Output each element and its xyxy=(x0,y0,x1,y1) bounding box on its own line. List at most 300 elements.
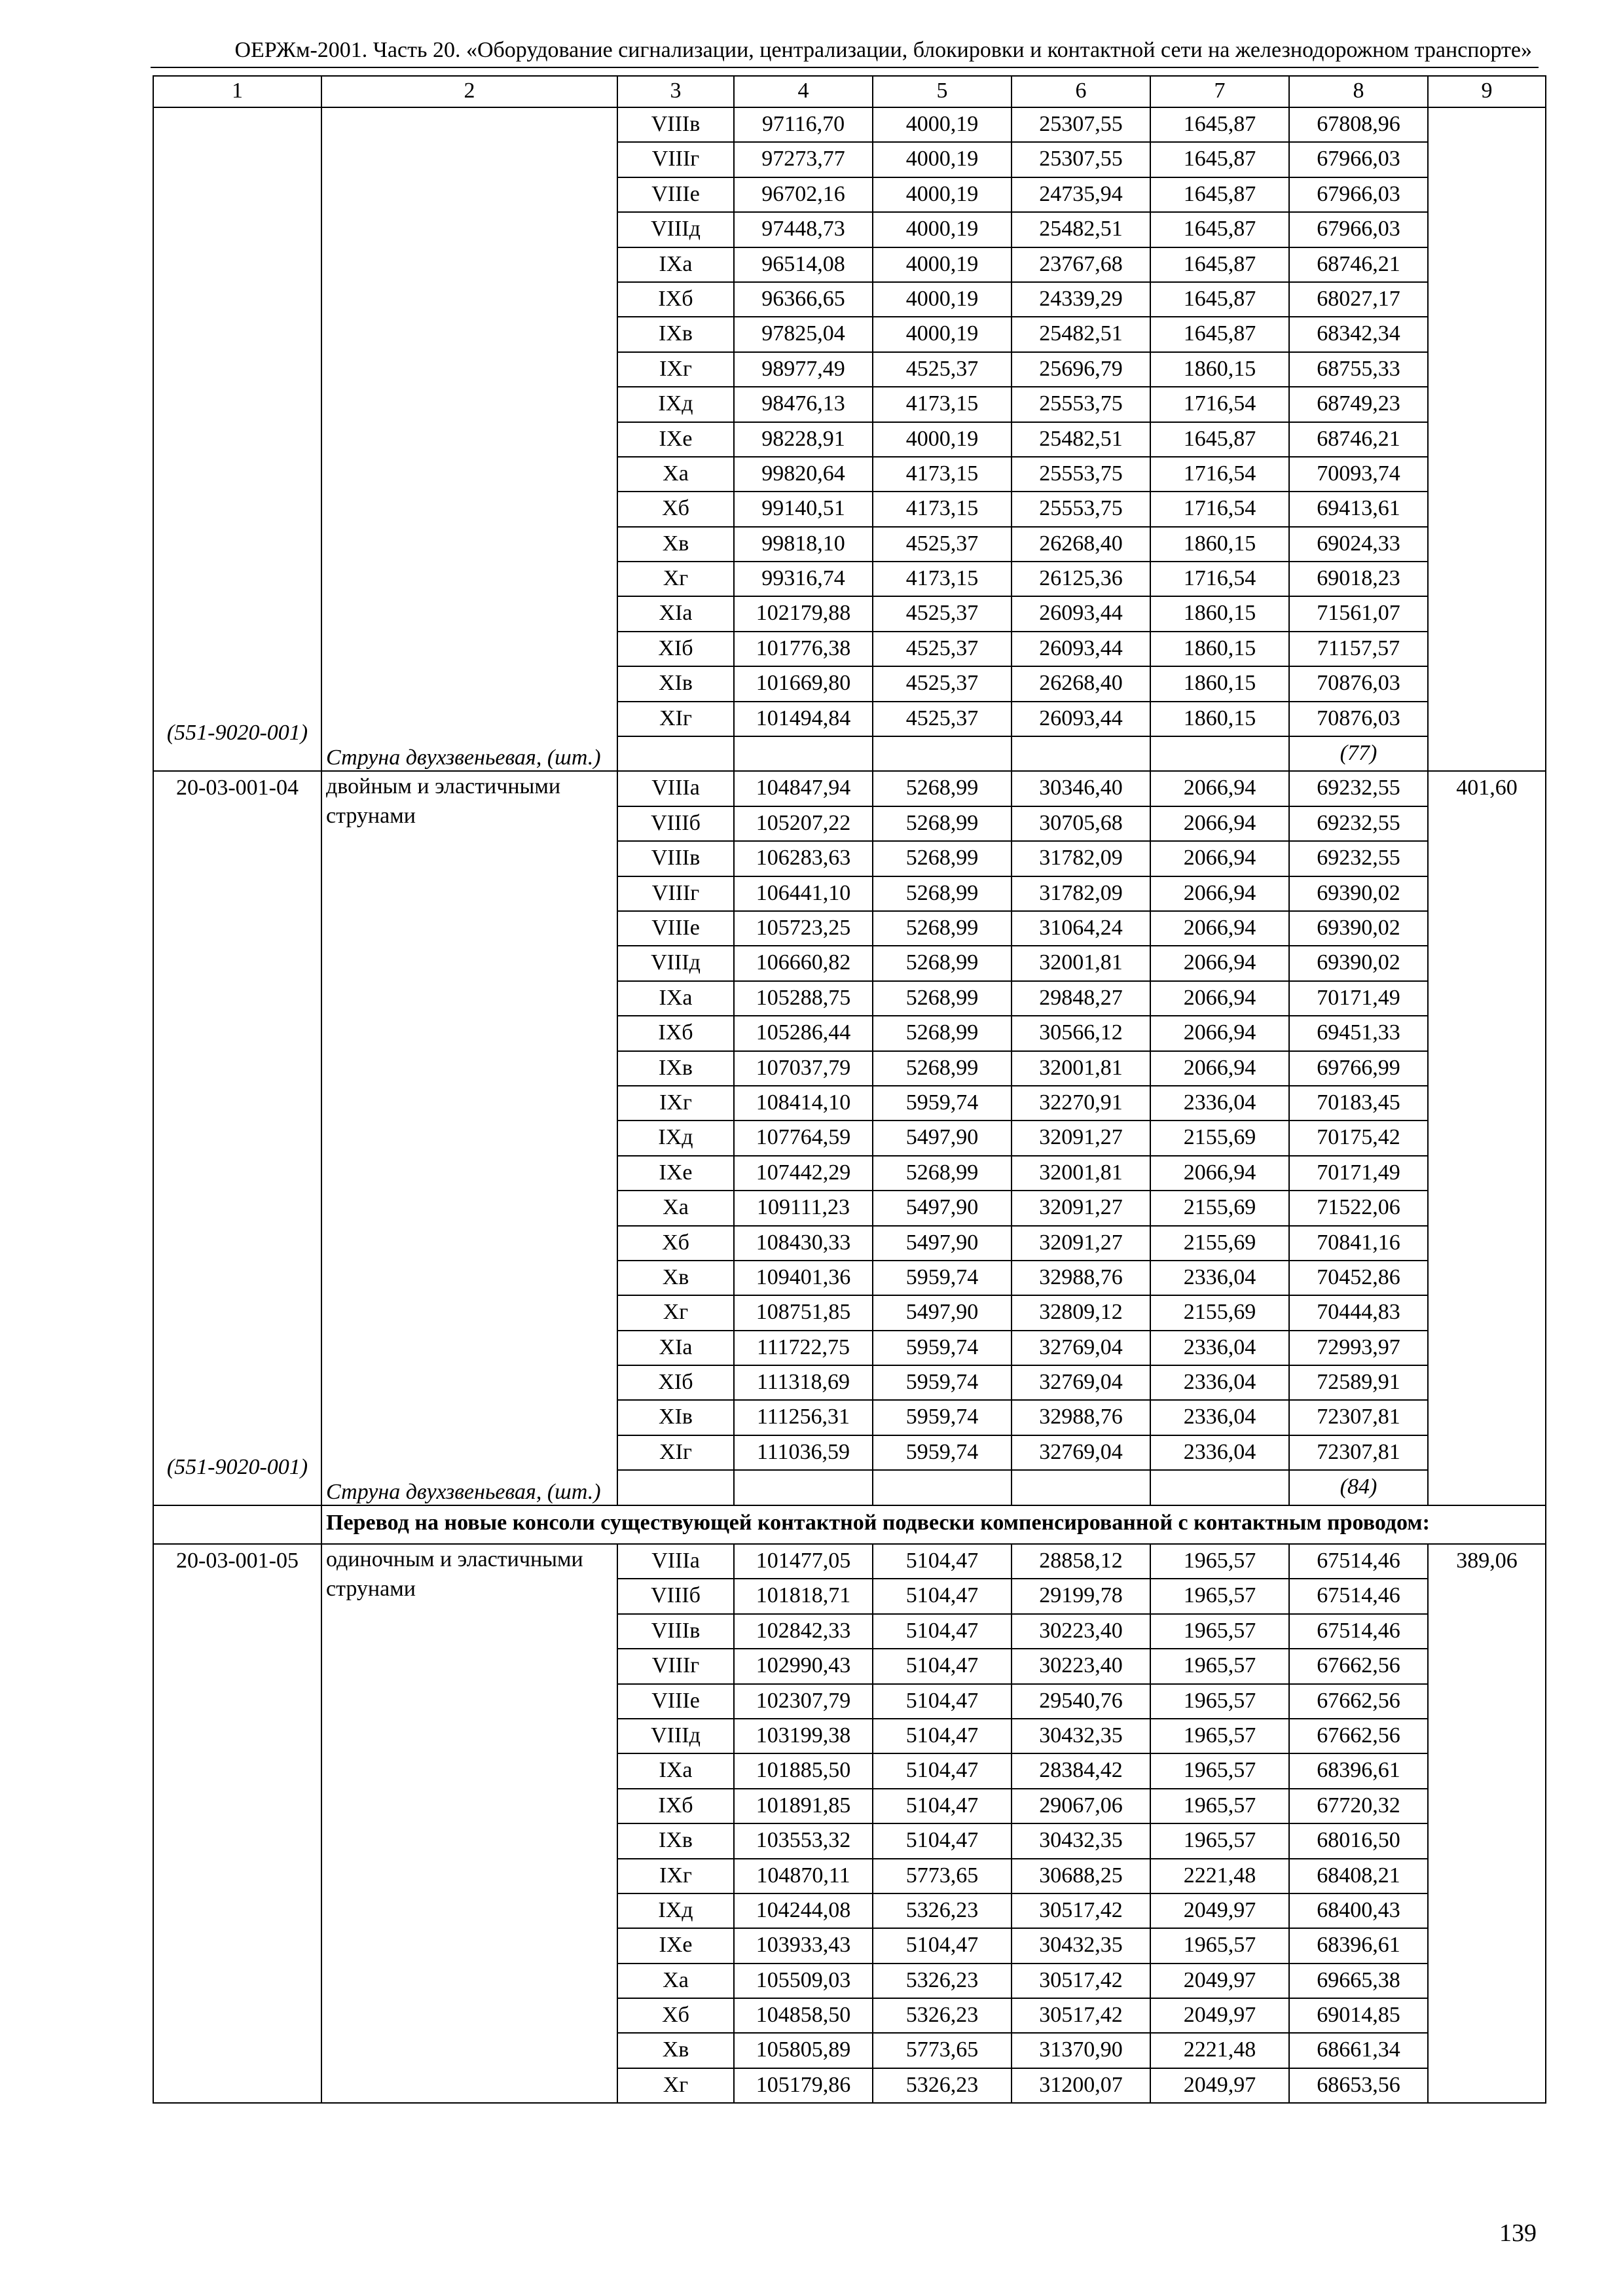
value-cell: 5268,99 xyxy=(873,841,1012,876)
value-cell: 26093,44 xyxy=(1012,596,1150,631)
value-cell: 2049,97 xyxy=(1150,2068,1289,2103)
value-cell: 32769,04 xyxy=(1012,1365,1150,1400)
value-cell: 4173,15 xyxy=(873,562,1012,596)
value-cell: 70093,74 xyxy=(1289,457,1428,492)
region-cell: VIIIг xyxy=(617,876,734,911)
value-cell: 67966,03 xyxy=(1289,177,1428,212)
value-cell: 1645,87 xyxy=(1150,107,1289,142)
value-cell: 31782,09 xyxy=(1012,841,1150,876)
value-cell: 68755,33 xyxy=(1289,352,1428,387)
column-9-cell xyxy=(1428,107,1546,771)
value-cell: 25553,75 xyxy=(1012,387,1150,422)
value-cell: 69451,33 xyxy=(1289,1016,1428,1050)
value-cell: 32001,81 xyxy=(1012,1051,1150,1086)
value-cell: 32001,81 xyxy=(1012,1156,1150,1191)
value-cell: 5104,47 xyxy=(873,1684,1012,1719)
value-cell: 2066,94 xyxy=(1150,981,1289,1016)
column-9-value: 389,06 xyxy=(1456,1549,1518,1573)
rate-description-cell xyxy=(321,1544,617,2103)
value-cell: 71522,06 xyxy=(1289,1191,1428,1225)
material-name: Струна двухзвеньевая, (шт.) xyxy=(326,745,601,770)
value-cell: 5326,23 xyxy=(873,1998,1012,2033)
value-cell: 69665,38 xyxy=(1289,1964,1428,1998)
region-cell: Xа xyxy=(617,1191,734,1225)
region-cell: IXе xyxy=(617,422,734,457)
value-cell: 5497,90 xyxy=(873,1226,1012,1261)
column-number: 6 xyxy=(1012,76,1150,107)
value-cell: 4000,19 xyxy=(873,422,1012,457)
value-cell: 1645,87 xyxy=(1150,422,1289,457)
value-cell: 30517,42 xyxy=(1012,1893,1150,1928)
value-cell: 101885,50 xyxy=(734,1753,873,1788)
region-cell: VIIIб xyxy=(617,806,734,841)
value-cell: 2221,48 xyxy=(1150,2033,1289,2068)
value-cell: 1645,87 xyxy=(1150,177,1289,212)
value-cell: 26125,36 xyxy=(1012,562,1150,596)
value-cell: 107037,79 xyxy=(734,1051,873,1086)
region-cell: IXд xyxy=(617,1121,734,1155)
column-number: 7 xyxy=(1150,76,1289,107)
value-cell: 98476,13 xyxy=(734,387,873,422)
value-cell: 101477,05 xyxy=(734,1544,873,1579)
value-cell: 105288,75 xyxy=(734,981,873,1016)
value-cell: 105509,03 xyxy=(734,1964,873,1998)
value-cell: 70171,49 xyxy=(1289,981,1428,1016)
region-cell: VIIIе xyxy=(617,1684,734,1719)
rate-description-cell xyxy=(321,107,617,771)
region-cell: IXе xyxy=(617,1928,734,1963)
value-cell: 71157,57 xyxy=(1289,632,1428,666)
value-cell: 32270,91 xyxy=(1012,1086,1150,1121)
value-cell: 67514,46 xyxy=(1289,1544,1428,1579)
region-cell: VIIIб xyxy=(617,1579,734,1613)
value-cell: 26093,44 xyxy=(1012,702,1150,736)
value-cell: 5104,47 xyxy=(873,1649,1012,1683)
value-cell: 69413,61 xyxy=(1289,492,1428,526)
value-cell: 29848,27 xyxy=(1012,981,1150,1016)
value-cell: 67514,46 xyxy=(1289,1614,1428,1649)
value-cell: 25553,75 xyxy=(1012,492,1150,526)
value-cell: 26093,44 xyxy=(1012,632,1150,666)
section-heading: Перевод на новые консоли существующей контактной подвески компенсированной с контактным проводом: xyxy=(321,1505,1546,1544)
value-cell: 1716,54 xyxy=(1150,492,1289,526)
value-cell: 1860,15 xyxy=(1150,596,1289,631)
value-cell: 101776,38 xyxy=(734,632,873,666)
value-cell: 106660,82 xyxy=(734,946,873,980)
value-cell: 96514,08 xyxy=(734,247,873,282)
value-cell: 30705,68 xyxy=(1012,806,1150,841)
value-cell: 2066,94 xyxy=(1150,841,1289,876)
region-cell: XIа xyxy=(617,596,734,631)
empty-cell xyxy=(1012,1470,1150,1505)
value-cell: 25307,55 xyxy=(1012,107,1150,142)
value-cell: 105723,25 xyxy=(734,911,873,946)
value-cell: 5268,99 xyxy=(873,806,1012,841)
region-cell: IXб xyxy=(617,1789,734,1823)
column-9-cell xyxy=(1428,771,1546,1505)
region-cell: IXв xyxy=(617,1823,734,1858)
value-cell: 1716,54 xyxy=(1150,457,1289,492)
header-rule xyxy=(151,67,1539,68)
value-cell: 1645,87 xyxy=(1150,247,1289,282)
region-cell: VIIIв xyxy=(617,841,734,876)
value-cell: 1716,54 xyxy=(1150,387,1289,422)
material-code: (551-9020-001) xyxy=(166,1454,308,1479)
value-cell: 111722,75 xyxy=(734,1331,873,1365)
value-cell: 102990,43 xyxy=(734,1649,873,1683)
region-cell: XIг xyxy=(617,702,734,736)
price-table xyxy=(153,75,1546,2104)
rate-description: одиночным и эластичными струнами xyxy=(326,1547,583,1602)
value-cell: 69390,02 xyxy=(1289,911,1428,946)
value-cell: 25553,75 xyxy=(1012,457,1150,492)
value-cell: 4000,19 xyxy=(873,317,1012,351)
value-cell: 2155,69 xyxy=(1150,1226,1289,1261)
empty-cell xyxy=(153,1505,321,1544)
value-cell: 68749,23 xyxy=(1289,387,1428,422)
value-cell: 5268,99 xyxy=(873,946,1012,980)
value-cell: 5959,74 xyxy=(873,1400,1012,1435)
value-cell: 30688,25 xyxy=(1012,1859,1150,1893)
value-cell: 1645,87 xyxy=(1150,212,1289,247)
material-name: Струна двухзвеньевая, (шт.) xyxy=(326,1479,601,1504)
rate-code-cell xyxy=(153,771,321,1505)
value-cell: 32091,27 xyxy=(1012,1226,1150,1261)
value-cell: 24339,29 xyxy=(1012,282,1150,317)
value-cell: 104244,08 xyxy=(734,1893,873,1928)
value-cell: 67662,56 xyxy=(1289,1684,1428,1719)
region-cell: IXб xyxy=(617,282,734,317)
value-cell: 5268,99 xyxy=(873,1156,1012,1191)
value-cell: 5268,99 xyxy=(873,1016,1012,1050)
empty-cell xyxy=(873,1470,1012,1505)
section-heading-row xyxy=(153,1505,1546,1544)
value-cell: 4525,37 xyxy=(873,666,1012,701)
value-cell: 72589,91 xyxy=(1289,1365,1428,1400)
value-cell: 103553,32 xyxy=(734,1823,873,1858)
value-cell: 32988,76 xyxy=(1012,1400,1150,1435)
value-cell: 105179,86 xyxy=(734,2068,873,2103)
value-cell: 4000,19 xyxy=(873,142,1012,177)
value-cell: 30517,42 xyxy=(1012,1998,1150,2033)
value-cell: 102307,79 xyxy=(734,1684,873,1719)
value-cell: 69390,02 xyxy=(1289,946,1428,980)
value-cell: 69232,55 xyxy=(1289,806,1428,841)
value-cell: 103933,43 xyxy=(734,1928,873,1963)
empty-cell xyxy=(617,736,734,771)
region-cell: Xб xyxy=(617,492,734,526)
value-cell: 109401,36 xyxy=(734,1261,873,1295)
value-cell: 105286,44 xyxy=(734,1016,873,1050)
value-cell: 25482,51 xyxy=(1012,422,1150,457)
value-cell: 1965,57 xyxy=(1150,1684,1289,1719)
value-cell: 2336,04 xyxy=(1150,1331,1289,1365)
material-quantity: (77) xyxy=(1289,736,1428,771)
value-cell: 102179,88 xyxy=(734,596,873,631)
region-cell: Xг xyxy=(617,1295,734,1330)
value-cell: 1716,54 xyxy=(1150,562,1289,596)
value-cell: 4173,15 xyxy=(873,387,1012,422)
value-cell: 25482,51 xyxy=(1012,212,1150,247)
region-cell: IXе xyxy=(617,1156,734,1191)
value-cell: 108430,33 xyxy=(734,1226,873,1261)
value-cell: 5959,74 xyxy=(873,1331,1012,1365)
value-cell: 69024,33 xyxy=(1289,527,1428,562)
value-cell: 69390,02 xyxy=(1289,876,1428,911)
empty-cell xyxy=(734,1470,873,1505)
value-cell: 32769,04 xyxy=(1012,1331,1150,1365)
value-cell: 108751,85 xyxy=(734,1295,873,1330)
value-cell: 104858,50 xyxy=(734,1998,873,2033)
value-cell: 4000,19 xyxy=(873,282,1012,317)
empty-cell xyxy=(873,736,1012,771)
value-cell: 72993,97 xyxy=(1289,1331,1428,1365)
material-code: (551-9020-001) xyxy=(166,721,308,745)
value-cell: 1645,87 xyxy=(1150,142,1289,177)
value-cell: 29199,78 xyxy=(1012,1579,1150,1613)
region-cell: IXв xyxy=(617,1051,734,1086)
value-cell: 32988,76 xyxy=(1012,1261,1150,1295)
value-cell: 5959,74 xyxy=(873,1086,1012,1121)
value-cell: 106441,10 xyxy=(734,876,873,911)
region-cell: IXд xyxy=(617,1893,734,1928)
value-cell: 2336,04 xyxy=(1150,1400,1289,1435)
region-cell: IXа xyxy=(617,247,734,282)
value-cell: 32091,27 xyxy=(1012,1191,1150,1225)
region-cell: VIIIа xyxy=(617,1544,734,1579)
value-cell: 69014,85 xyxy=(1289,1998,1428,2033)
value-cell: 1965,57 xyxy=(1150,1789,1289,1823)
value-cell: 98228,91 xyxy=(734,422,873,457)
value-cell: 30432,35 xyxy=(1012,1719,1150,1753)
value-cell: 102842,33 xyxy=(734,1614,873,1649)
value-cell: 67966,03 xyxy=(1289,212,1428,247)
value-cell: 105805,89 xyxy=(734,2033,873,2068)
value-cell: 68396,61 xyxy=(1289,1753,1428,1788)
region-cell: VIIIе xyxy=(617,177,734,212)
value-cell: 32809,12 xyxy=(1012,1295,1150,1330)
value-cell: 31782,09 xyxy=(1012,876,1150,911)
value-cell: 32769,04 xyxy=(1012,1435,1150,1470)
value-cell: 69232,55 xyxy=(1289,841,1428,876)
value-cell: 70444,83 xyxy=(1289,1295,1428,1330)
value-cell: 99140,51 xyxy=(734,492,873,526)
material-quantity: (84) xyxy=(1289,1470,1428,1505)
value-cell: 67662,56 xyxy=(1289,1649,1428,1683)
value-cell: 97448,73 xyxy=(734,212,873,247)
value-cell: 70841,16 xyxy=(1289,1226,1428,1261)
page-number: 139 xyxy=(1499,2219,1537,2247)
value-cell: 5773,65 xyxy=(873,2033,1012,2068)
value-cell: 32091,27 xyxy=(1012,1121,1150,1155)
value-cell: 2155,69 xyxy=(1150,1191,1289,1225)
value-cell: 1645,87 xyxy=(1150,317,1289,351)
value-cell: 5104,47 xyxy=(873,1789,1012,1823)
value-cell: 68653,56 xyxy=(1289,2068,1428,2103)
value-cell: 25696,79 xyxy=(1012,352,1150,387)
value-cell: 111256,31 xyxy=(734,1400,873,1435)
value-cell: 69766,99 xyxy=(1289,1051,1428,1086)
value-cell: 96702,16 xyxy=(734,177,873,212)
column-number: 2 xyxy=(321,76,617,107)
region-cell: VIIIд xyxy=(617,1719,734,1753)
value-cell: 99316,74 xyxy=(734,562,873,596)
column-number: 3 xyxy=(617,76,734,107)
value-cell: 5268,99 xyxy=(873,876,1012,911)
region-cell: IXа xyxy=(617,1753,734,1788)
value-cell: 68661,34 xyxy=(1289,2033,1428,2068)
value-cell: 30346,40 xyxy=(1012,771,1150,806)
value-cell: 29540,76 xyxy=(1012,1684,1150,1719)
value-cell: 67966,03 xyxy=(1289,142,1428,177)
value-cell: 30223,40 xyxy=(1012,1614,1150,1649)
value-cell: 4173,15 xyxy=(873,457,1012,492)
value-cell: 1965,57 xyxy=(1150,1614,1289,1649)
region-cell: IXг xyxy=(617,352,734,387)
value-cell: 23767,68 xyxy=(1012,247,1150,282)
value-cell: 70452,86 xyxy=(1289,1261,1428,1295)
region-cell: Xб xyxy=(617,1226,734,1261)
value-cell: 2066,94 xyxy=(1150,876,1289,911)
value-cell: 1965,57 xyxy=(1150,1544,1289,1579)
region-cell: Xа xyxy=(617,1964,734,1998)
table-row xyxy=(153,771,1546,806)
column-9-cell xyxy=(1428,1544,1546,2103)
value-cell: 1860,15 xyxy=(1150,352,1289,387)
region-cell: Xг xyxy=(617,2068,734,2103)
value-cell: 2066,94 xyxy=(1150,1016,1289,1050)
value-cell: 68408,21 xyxy=(1289,1859,1428,1893)
value-cell: 30566,12 xyxy=(1012,1016,1150,1050)
empty-cell xyxy=(734,736,873,771)
value-cell: 101669,80 xyxy=(734,666,873,701)
value-cell: 4000,19 xyxy=(873,212,1012,247)
value-cell: 2221,48 xyxy=(1150,1859,1289,1893)
value-cell: 2336,04 xyxy=(1150,1365,1289,1400)
value-cell: 5497,90 xyxy=(873,1121,1012,1155)
value-cell: 31200,07 xyxy=(1012,2068,1150,2103)
value-cell: 67808,96 xyxy=(1289,107,1428,142)
value-cell: 96366,65 xyxy=(734,282,873,317)
value-cell: 4525,37 xyxy=(873,527,1012,562)
value-cell: 25482,51 xyxy=(1012,317,1150,351)
region-cell: XIв xyxy=(617,666,734,701)
value-cell: 68746,21 xyxy=(1289,247,1428,282)
value-cell: 97116,70 xyxy=(734,107,873,142)
value-cell: 5268,99 xyxy=(873,981,1012,1016)
value-cell: 2155,69 xyxy=(1150,1121,1289,1155)
value-cell: 2336,04 xyxy=(1150,1086,1289,1121)
rate-code: 20-03-001-04 xyxy=(176,776,299,800)
value-cell: 103199,38 xyxy=(734,1719,873,1753)
value-cell: 101891,85 xyxy=(734,1789,873,1823)
value-cell: 5104,47 xyxy=(873,1579,1012,1613)
region-cell: Xв xyxy=(617,2033,734,2068)
region-cell: XIб xyxy=(617,1365,734,1400)
value-cell: 106283,63 xyxy=(734,841,873,876)
value-cell: 1965,57 xyxy=(1150,1823,1289,1858)
value-cell: 109111,23 xyxy=(734,1191,873,1225)
region-cell: IXа xyxy=(617,981,734,1016)
region-cell: VIIIг xyxy=(617,1649,734,1683)
value-cell: 5104,47 xyxy=(873,1719,1012,1753)
value-cell: 5497,90 xyxy=(873,1295,1012,1330)
value-cell: 107442,29 xyxy=(734,1156,873,1191)
value-cell: 5959,74 xyxy=(873,1365,1012,1400)
table-row xyxy=(153,107,1546,142)
value-cell: 30223,40 xyxy=(1012,1649,1150,1683)
page-header-title: ОЕРЖм-2001. Часть 20. «Оборудование сигнализации, централизации, блокировки и контактной сети на железнодорожном транспорте» xyxy=(234,38,1532,62)
value-cell: 70876,03 xyxy=(1289,702,1428,736)
value-cell: 70175,42 xyxy=(1289,1121,1428,1155)
value-cell: 101818,71 xyxy=(734,1579,873,1613)
value-cell: 70171,49 xyxy=(1289,1156,1428,1191)
value-cell: 1965,57 xyxy=(1150,1753,1289,1788)
value-cell: 67514,46 xyxy=(1289,1579,1428,1613)
value-cell: 2066,94 xyxy=(1150,806,1289,841)
region-cell: IXб xyxy=(617,1016,734,1050)
table-row xyxy=(153,1544,1546,1579)
value-cell: 4525,37 xyxy=(873,596,1012,631)
value-cell: 68027,17 xyxy=(1289,282,1428,317)
column-number: 8 xyxy=(1289,76,1428,107)
value-cell: 2336,04 xyxy=(1150,1261,1289,1295)
value-cell: 1645,87 xyxy=(1150,282,1289,317)
region-cell: XIг xyxy=(617,1435,734,1470)
value-cell: 111318,69 xyxy=(734,1365,873,1400)
value-cell: 5326,23 xyxy=(873,1893,1012,1928)
value-cell: 97825,04 xyxy=(734,317,873,351)
rate-code-cell xyxy=(153,107,321,771)
empty-cell xyxy=(1150,736,1289,771)
value-cell: 1965,57 xyxy=(1150,1928,1289,1963)
value-cell: 2066,94 xyxy=(1150,1156,1289,1191)
value-cell: 26268,40 xyxy=(1012,527,1150,562)
value-cell: 2155,69 xyxy=(1150,1295,1289,1330)
region-cell: XIа xyxy=(617,1331,734,1365)
value-cell: 99820,64 xyxy=(734,457,873,492)
value-cell: 24735,94 xyxy=(1012,177,1150,212)
value-cell: 101494,84 xyxy=(734,702,873,736)
rate-description: двойным и эластичными струнами xyxy=(326,774,561,829)
value-cell: 97273,77 xyxy=(734,142,873,177)
value-cell: 5104,47 xyxy=(873,1614,1012,1649)
value-cell: 5497,90 xyxy=(873,1191,1012,1225)
value-cell: 1860,15 xyxy=(1150,666,1289,701)
value-cell: 4000,19 xyxy=(873,177,1012,212)
value-cell: 30432,35 xyxy=(1012,1823,1150,1858)
value-cell: 2066,94 xyxy=(1150,771,1289,806)
value-cell: 68400,43 xyxy=(1289,1893,1428,1928)
value-cell: 28858,12 xyxy=(1012,1544,1150,1579)
value-cell: 68016,50 xyxy=(1289,1823,1428,1858)
region-cell: IXв xyxy=(617,317,734,351)
value-cell: 25307,55 xyxy=(1012,142,1150,177)
value-cell: 105207,22 xyxy=(734,806,873,841)
value-cell: 71561,07 xyxy=(1289,596,1428,631)
region-cell: XIб xyxy=(617,632,734,666)
value-cell: 5268,99 xyxy=(873,1051,1012,1086)
value-cell: 1860,15 xyxy=(1150,632,1289,666)
column-number-row xyxy=(153,76,1546,107)
value-cell: 68342,34 xyxy=(1289,317,1428,351)
value-cell: 2066,94 xyxy=(1150,946,1289,980)
value-cell: 4000,19 xyxy=(873,247,1012,282)
region-cell: Xв xyxy=(617,1261,734,1295)
value-cell: 104870,11 xyxy=(734,1859,873,1893)
value-cell: 99818,10 xyxy=(734,527,873,562)
value-cell: 67662,56 xyxy=(1289,1719,1428,1753)
